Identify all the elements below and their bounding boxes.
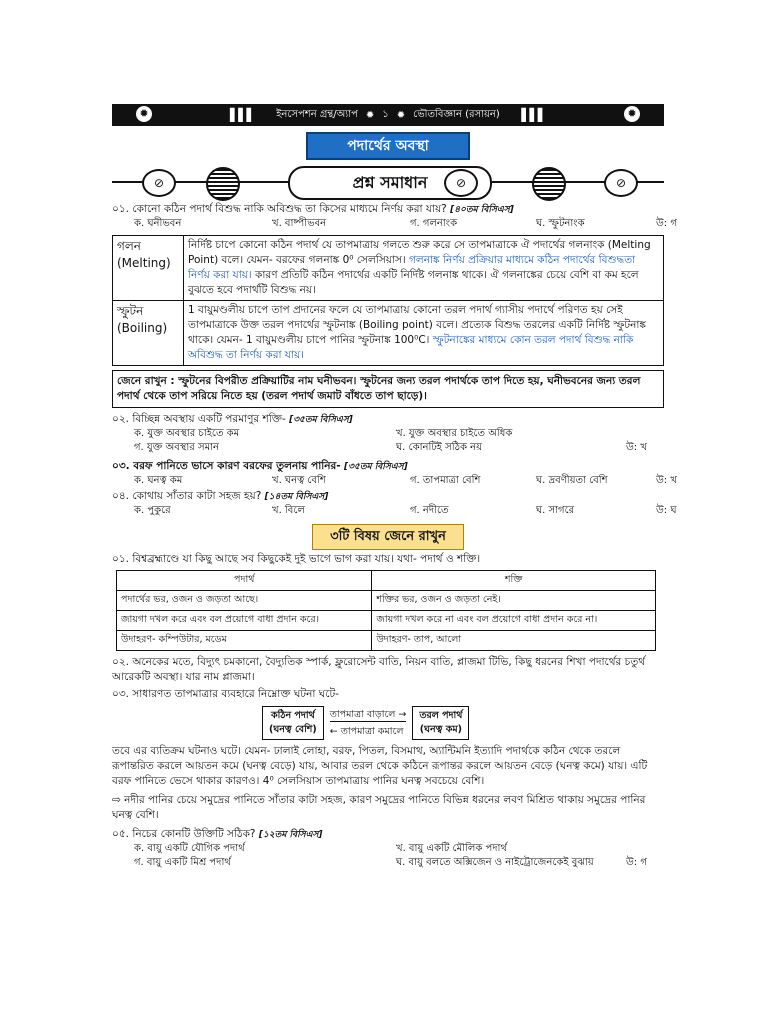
comparison-table (116, 570, 656, 651)
table-header-row (117, 571, 656, 591)
definition-row (113, 236, 664, 301)
definition-cell (184, 301, 664, 366)
definition-table (112, 235, 664, 366)
header-right: ভৌতবিজ্ঞান (রসায়ন) (413, 108, 500, 120)
table-cell: উদাহরণ- তাপ, আলো (372, 631, 656, 651)
question-source: [৩৫তম বিসিএস] (289, 415, 353, 425)
question-text: ০২. বিচ্ছিন্ন অবস্থায় একটি পরমাণুর শক্তি- (112, 413, 286, 425)
option: গ. নদীতে (410, 505, 449, 516)
option: ঘ. সাগরে (536, 505, 575, 516)
answer: উ: গ (626, 857, 647, 868)
sea-water-note: ⇨ নদীর পানির চেয়ে সমুদ্রের পানিতে সাঁতার কাটা সহজ, কারণ সমুদ্রের পানিতে বিভিন্ন ধরনের লবণ মিশ্রিত থাকায় সমুদ্রের পানির ঘনত্ব বেশি। (112, 794, 646, 821)
disc-icon: ⊘ (604, 169, 638, 197)
question-source: [১২তম বিসিএস] (258, 830, 323, 840)
options-4 (112, 504, 677, 518)
option: গ. তাপমাত্রা বেশি (410, 475, 481, 486)
table-row (117, 611, 656, 631)
grid-circle-icon (532, 167, 566, 201)
answer: উ: খ (656, 475, 677, 486)
question-4 (112, 489, 664, 504)
banner-title: প্রশ্ন সমাধান (288, 166, 492, 200)
gear-icon: ✹ (624, 106, 640, 122)
option: ক. বায়ু একটি যৌগিক পদার্থ (134, 843, 245, 854)
section-banner (112, 166, 664, 198)
cool-arrow: ← তাপমাত্রা কমালে (329, 726, 404, 738)
term-en: (Melting) (117, 256, 171, 270)
bars-icon: ▌▌▌ (521, 108, 546, 122)
question-5 (112, 827, 664, 842)
question-3 (112, 459, 664, 474)
table-cell: উদাহরণ- কম্পিউটার, মডেম (117, 631, 372, 651)
options-5 (112, 842, 664, 870)
definition-row (113, 301, 664, 366)
option: খ. বাষ্পীভবন (272, 218, 327, 229)
option: ক. পুকুরে (134, 505, 171, 516)
gear-icon: ✹ (365, 109, 375, 121)
option: ঘ. কোনটিই সঠিক নয় (396, 442, 482, 453)
heat-arrow: তাপমাত্রা বাড়ালে → (329, 708, 407, 720)
table-cell: জায়গা দখল করে এবং বল প্রয়োগে বাধা প্রদান করে। (117, 611, 372, 631)
definition-text: নির্দিষ্ট চাপে কোনো কঠিন পদার্থ যে তাপমাত্রায় গলতে শুরু করে সে তাপমাত্রাকে ঐ পদার্থের গলনাংক (Melting Point) বলে। যেমন- বরফের গলনাঙ্ক 0⁰ সেলসিয়াস। (188, 239, 651, 266)
header-left: ইনসেপশন গ্রন্থ/অ্যাপ (276, 108, 358, 120)
option: খ. যুক্ত অবস্থার চাইতে অধিক (396, 428, 513, 439)
section-2-title: ৩টি বিষয় জেনে রাখুন (312, 524, 464, 550)
header-bar (112, 104, 664, 126)
options-2 (112, 427, 664, 455)
definition-tail: কারণ প্রতিটি কঠিন পদার্থের একটি নির্দিষ্ট গলনাঙ্ক থাকে। ঐ গলনাঙ্কের চেয়ে বেশি বা কম হলে বুঝতে হবে পদার্থটি বিশুদ্ধ নয়। (188, 269, 639, 296)
question-text: ০৫. নিচের কোনটি উক্তিটি সঠিক? (112, 828, 256, 840)
option: গ. বায়ু একটি মিশ্র পদার্থ (134, 857, 231, 868)
options-3 (112, 474, 677, 488)
table-row (117, 591, 656, 611)
answer: উ: গ (656, 218, 677, 229)
table-cell: শক্তির ভর, ওজন ও জড়তা নেই। (372, 591, 656, 611)
table-cell: জায়গা দখল করে না এবং বল প্রয়োগে বাধা প্রদান করে না। (372, 611, 656, 631)
chapter-title: পদার্থের অবস্থা (306, 132, 470, 160)
definition-highlight: গলনাঙ্ক নির্ণয় প্রক্রিয়ার মাধ্যমে কঠিন পদার্থের বিশুদ্ধতা নির্ণয় করা যায়। (188, 254, 636, 281)
option (626, 427, 686, 441)
box-sublabel: (ঘনত্ব বেশি) (269, 724, 317, 735)
option: খ. বায়ু একটি মৌলিক পদার্থ (396, 843, 507, 854)
liquid-box (412, 706, 469, 740)
box-label: কঠিন পদার্থ (271, 710, 315, 721)
table-cell: পদার্থের ভর, ওজন ও জড়তা আছে। (117, 591, 372, 611)
fact-2: ০২. অনেকের মতে, বিদ্যুৎ চমকানো, বৈদ্যুতিক স্পার্ক, ফ্লুরোসেন্ট বাতি, নিয়ন বাতি, প্লাজমা টিভি, কিছু ধরনের শিখা পদার্থের চতুর্থ আরেকটি অবস্থা। যার নাম প্লাজমা। (112, 656, 645, 683)
option: গ. গলনাংক (410, 218, 458, 229)
answer: উ: ঘ (656, 505, 677, 516)
option: খ. ঘনত্ব বেশি (272, 475, 326, 486)
column-header: পদার্থ (117, 571, 372, 591)
option: খ. বিলে (272, 505, 305, 516)
note-box: জেনে রাখুন : স্ফুটনের বিপরীত প্রক্রিয়াটির নাম ঘনীভবন। স্ফুটনের জন্য তরল পদার্থকে তাপ দিতে হয়, ঘনীভবনের জন্য তরল পদার্থ থেকে তাপ সরিয়ে নিতে হয় (তরল পদার্থ জমাট বাঁধতে তাপ ছাড়ে)। (112, 370, 664, 408)
term-en: (Boiling) (117, 321, 168, 335)
option: ক. যুক্ত অবস্থার চাইতে কম (134, 428, 240, 439)
question-source: [৪০তম বিসিএস] (450, 205, 514, 215)
option: ক. ঘনত্ব কম (134, 475, 183, 486)
option: ঘ. স্ফুটনাংক (536, 218, 585, 229)
question-2 (112, 412, 664, 427)
table-row (117, 631, 656, 651)
option: ক. ঘনীভবন (134, 218, 182, 229)
grid-circle-icon (206, 167, 240, 201)
question-text: ০৩. বরফ পানিতে ভাসে কারণ বরফের তুলনায় পানির- (112, 460, 341, 472)
disc-icon: ⊘ (444, 169, 478, 197)
definition-highlight: স্ফুটনাঙ্কের মাধ্যমে কোন তরল পদার্থ বিশুদ্ধ নাকি অবিশুদ্ধ তা নির্ণয় করা যায়। (188, 334, 634, 361)
question-text: ০১. কোনো কঠিন পদার্থ বিশুদ্ধ নাকি অবিশুদ্ধ তা কিসের মাধ্যমে নির্ণয় করা যায়? (112, 203, 447, 215)
disc-icon: ⊘ (142, 169, 176, 197)
answer: উ: খ (626, 442, 647, 453)
gear-icon: ✹ (136, 106, 152, 122)
gear-icon: ✹ (396, 109, 406, 121)
question-text: ০৪. কোথায় সাঁতার কাটা সহজ হয়? (112, 490, 262, 502)
bars-icon: ▌▌▌ (230, 108, 255, 122)
column-header: শক্তি (372, 571, 656, 591)
fact-3: ০৩. সাধারণত তাপমাত্রার ব্যবহারে নিম্নোক্ত ঘটনা ঘটে- (112, 688, 339, 700)
definition-text: 1 বায়ুমণ্ডলীয় চাপে তাপ প্রদানের ফলে যে তাপমাত্রায় কোনো তরল পদার্থ গ্যাসীয় পদার্থে পরিণত হয় সেই তাপমাত্রাকে উক্ত তরল পদার্থের স্ফুটনাঙ্ক (Boiling point) বলে। প্রত্যেক বিশুদ্ধ তরলের একটি নির্দিষ্ট স্ফুটনাঙ্ক থাকে। যেমন- 1 বায়ুমণ্ডলীয় চাপে পানির স্ফুটনাঙ্ক 100⁰C। (188, 304, 646, 346)
box-sublabel: (ঘনত্ব কম) (419, 724, 463, 735)
option (626, 842, 686, 856)
term-bn: গলন (117, 239, 141, 253)
term-cell (113, 236, 184, 301)
box-label: তরল পদার্থ (419, 710, 463, 721)
option: ঘ. বায়ু বলতে অক্সিজেন ও নাইট্রোজেনকেই বুঝায় (396, 857, 594, 868)
solid-box (262, 706, 324, 740)
fact-1: ০১. বিশ্বব্রহ্মাণ্ডে যা কিছু আছে সব কিছুকেই দুই ভাগে ভাগ করা যায়। যথা- পদার্থ ও শক্তি। (112, 553, 481, 565)
header-num: ১ (382, 108, 389, 120)
term-bn: স্ফুটন (117, 304, 144, 318)
definition-cell (184, 236, 664, 301)
option: গ. যুক্ত অবস্থার সমান (134, 442, 220, 453)
options-1 (112, 217, 677, 231)
state-change-diagram (262, 706, 664, 740)
arrow-labels (324, 706, 413, 740)
question-1 (112, 202, 664, 217)
option: ঘ. দ্রবণীয়তা বেশি (536, 475, 608, 486)
page (112, 104, 677, 870)
question-source: [৩৫তম বিসিএস] (344, 462, 408, 472)
exception-paragraph: তবে এর ব্যতিক্রম ঘটনাও ঘটে। যেমন- ঢালাই লোহা, বরফ, পিতল, বিসমাথ, অ্যান্টিমনি ইত্যাদি পদার্থকে কঠিন থেকে তরলে রূপান্তরিত করলে আয়তন কমে (ঘনত্ব বেড়ে) যায়, আবার তরল থেকে কঠিনে রূপান্তর করলে আয়তন বেড়ে (ঘনত্ব কমে) যায়। এটি বরফ পানিতে ভেসে থাকার কারণও। 4⁰ সেলসিয়াস তাপমাত্রায় পানির ঘনত্ব সবচেয়ে বেশি। (112, 745, 648, 787)
term-cell (113, 301, 184, 366)
question-source: [১৪তম বিসিএস] (264, 492, 329, 502)
